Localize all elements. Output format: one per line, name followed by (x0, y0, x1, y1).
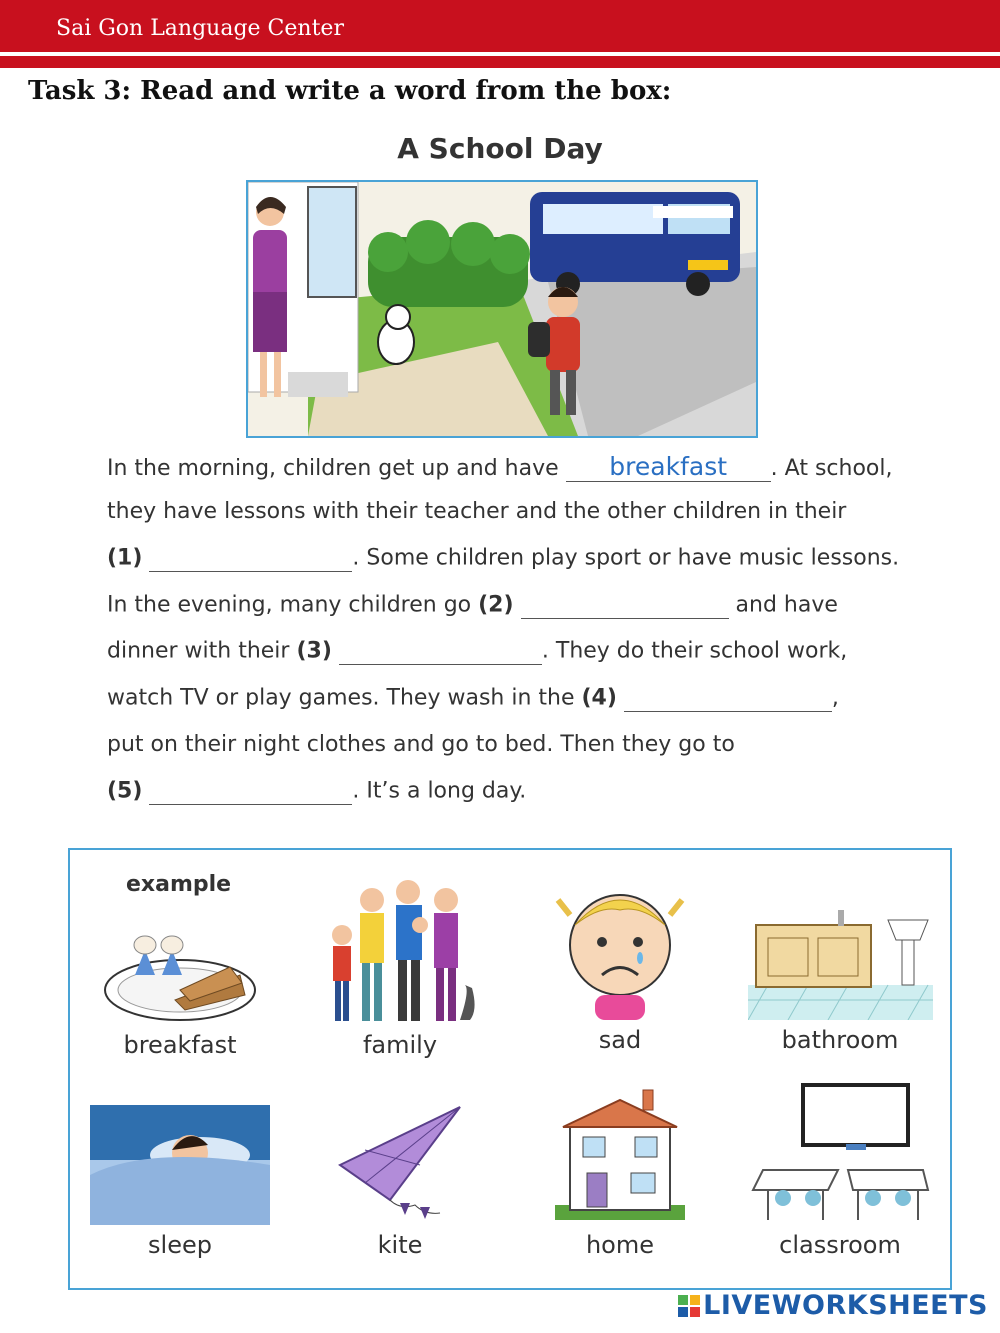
blank-number-3: (3) (296, 638, 332, 664)
header-divider (0, 56, 1000, 68)
school-day-scene-image (248, 182, 756, 436)
blank-number-2: (2) (478, 592, 514, 618)
family-icon (320, 870, 480, 1025)
word-home: home (585, 1231, 655, 1259)
word-card-sad (520, 880, 720, 1054)
word-breakfast: breakfast (123, 1031, 237, 1059)
word-family: family (362, 1031, 438, 1059)
passage-line (107, 499, 846, 545)
header-title: Sai Gon Language Center (56, 16, 344, 41)
passage-line-blank-5 (107, 778, 526, 824)
answer-input-2[interactable] (521, 592, 729, 619)
passage-line (107, 732, 735, 778)
word-sleep: sleep (148, 1231, 212, 1259)
answer-input-5[interactable] (149, 778, 352, 805)
word-card-classroom (740, 1080, 940, 1259)
answer-input-4[interactable] (624, 685, 832, 712)
blank-number-5: (5) (107, 778, 143, 804)
word-card-family (300, 870, 500, 1059)
task-title: Task 3: Read and write a word from the box: (28, 76, 672, 106)
header-bar (0, 0, 1000, 52)
word-kite: kite (377, 1231, 423, 1259)
example-answer: breakfast (566, 452, 771, 482)
sleep-icon (90, 1105, 270, 1225)
word-bathroom: bathroom (781, 1026, 899, 1054)
blank-number-4: (4) (581, 685, 617, 711)
word-card-breakfast (80, 905, 280, 1059)
liveworksheets-logo-text: LIVEWORKSHEETS (703, 1290, 988, 1321)
passage-text: . Some children play sport or have music lessons. (352, 545, 900, 571)
passage-text: , (831, 685, 839, 711)
home-icon (535, 1085, 705, 1225)
word-card-kite (300, 1105, 500, 1259)
passage-text: In the morning, children get up and have (107, 456, 566, 481)
word-card-bathroom (740, 880, 940, 1054)
story-title: A School Day (397, 132, 603, 165)
passage-text: and have (735, 592, 838, 618)
passage-text: . It’s a long day. (352, 778, 527, 804)
passage-line-blank-3 (107, 638, 847, 684)
passage-text: put on their night clothes and go to bed. Then they go to (107, 732, 735, 757)
bathroom-icon (748, 880, 933, 1020)
school-day-illustration (246, 180, 758, 438)
word-card-home (520, 1085, 720, 1259)
word-classroom: classroom (779, 1231, 901, 1259)
passage-text: . At school, (770, 456, 893, 481)
passage-text: In the evening, many children go (107, 592, 479, 618)
liveworksheets-logo-icon (678, 1295, 700, 1317)
answer-input-3[interactable] (339, 638, 542, 665)
kite-icon (320, 1105, 480, 1225)
passage-text: dinner with their (107, 638, 297, 664)
passage-text: . They do their school work, (541, 638, 848, 664)
passage-line-intro (107, 452, 892, 498)
passage-text: watch TV or play games. They wash in the (107, 685, 582, 711)
passage-line-blank-2 (107, 592, 838, 638)
example-label: example (126, 872, 232, 897)
breakfast-icon (100, 905, 260, 1025)
passage-line-blank-1 (107, 545, 899, 591)
answer-input-1[interactable] (149, 545, 352, 572)
blank-number-1: (1) (107, 545, 143, 571)
sad-face-icon (540, 880, 700, 1020)
liveworksheets-logo (678, 1290, 988, 1321)
word-box (68, 848, 952, 1290)
passage-line-blank-4 (107, 685, 839, 731)
classroom-icon (748, 1080, 933, 1225)
word-card-sleep (80, 1105, 280, 1259)
word-sad: sad (598, 1026, 642, 1054)
passage-text: they have lessons with their teacher and the other children in their (107, 499, 847, 524)
